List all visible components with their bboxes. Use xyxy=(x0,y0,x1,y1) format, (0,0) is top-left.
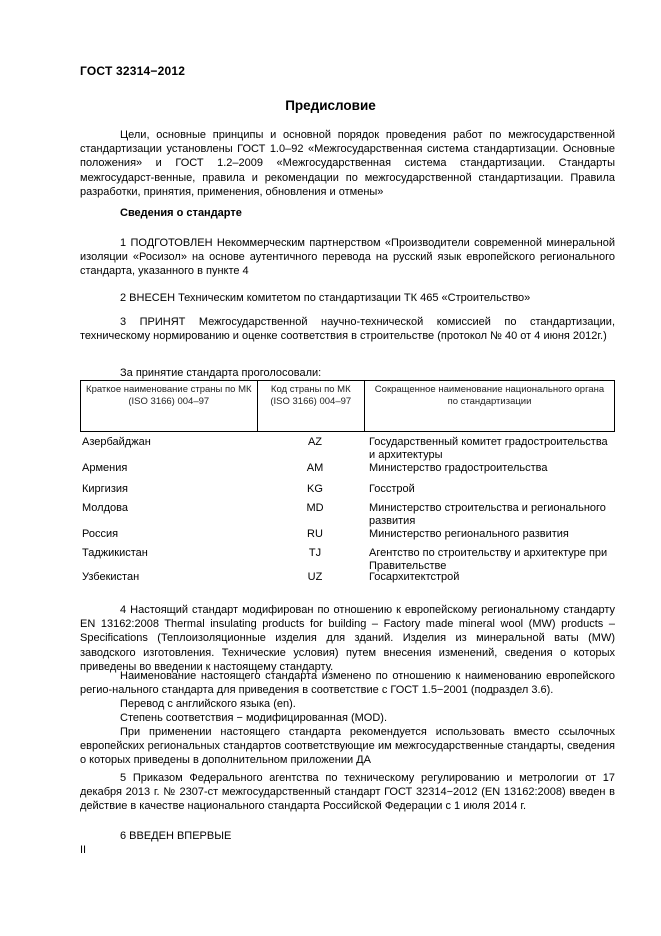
table-cell-body: Агентство по строительству и архитектуре при Правительстве xyxy=(369,547,608,572)
page-title: Предисловие xyxy=(285,98,376,113)
document-code: ГОСТ 32314−2012 xyxy=(80,64,186,78)
table-header-code: Код страны по МК (ISO 3166) 004–97 xyxy=(257,381,364,432)
item-4-paragraph: 4 Настоящий стандарт модифирован по отношению к европейскому региональному стандарту EN 13162:2008 Thermal insulating products for building – Factory made mineral wool (MW) products – Specifications (Теплоизоляционные изделия для зданий. Изделия из минеральной ваты (MW) заводского изготовления. Технические условия) путем внесения изменений, сведения о которых приведены во введении к настоящему стандарту. xyxy=(80,604,615,673)
table-cell-body: Министерство строительства и регионального развития xyxy=(369,502,606,527)
table-cell-code: UZ xyxy=(307,571,323,583)
item-1-paragraph: 1 ПОДГОТОВЛЕН Некоммерческим партнерством «Производители современной минеральной изоляции «Росизол» на основе аутентичного перевода на русский язык европейского регионального стандарта, указанного в пункте 4 xyxy=(80,237,615,278)
page-number: II xyxy=(80,844,87,856)
table-header-country: Краткое наименование страны по МК (ISO 3166) 004–97 xyxy=(81,381,258,432)
table-header-body: Сокращенное наименование национального органа по стандартизации xyxy=(364,381,614,432)
item-2-paragraph: 2 ВНЕСЕН Техническим комитетом по стандартизации ТК 465 «Строительство» xyxy=(120,292,531,304)
section-subheading: Сведения о стандарте xyxy=(120,207,242,219)
item-4-naming-note: Наименование настоящего стандарта изменено по отношению к наименованию европейского регио-нального стандарта для приведения в соответствие с ГОСТ 1.5−2001 (подраздел 3.6). xyxy=(80,670,615,697)
table-cell-body: Государственный комитет градостроительства и архитектуры xyxy=(369,436,608,461)
table-cell-country: Узбекистан xyxy=(82,571,140,583)
table-cell-country: Россия xyxy=(82,528,119,540)
vote-intro: За принятие стандарта проголосовали: xyxy=(120,367,322,379)
voting-table-body xyxy=(80,436,615,586)
item-4-translation-note: Перевод с английского языка (en). xyxy=(120,698,296,710)
item-5-paragraph: 5 Приказом Федерального агентства по техническому регулированию и метрологии от 17 декабря 2013 г. № 2307-ст межгосударственный стандарт ГОСТ 32314−2012 (EN 13162:2008) введен в действие в качестве национального стандарта Российской Федерации с 1 июля 2014 г. xyxy=(80,772,615,813)
table-cell-code: TJ xyxy=(308,547,322,559)
table-cell-body: Министерство регионального развития xyxy=(369,528,569,540)
table-cell-code: RU xyxy=(307,528,323,540)
table-cell-code: AM xyxy=(306,462,324,474)
table-cell-country: Молдова xyxy=(82,502,128,514)
table-cell-body: Госархитектстрой xyxy=(369,571,460,583)
item-6-paragraph: 6 ВВЕДЕН ВПЕРВЫЕ xyxy=(120,830,232,842)
table-cell-country: Азербайджан xyxy=(82,436,151,448)
table-cell-body: Министерство градостроительства xyxy=(369,462,548,474)
table-cell-country: Армения xyxy=(82,462,128,474)
item-4-references-note: При применении настоящего стандарта рекомендуется использовать вместо ссылочных европейских региональных стандартов соответствующие им межгосударственные стандарты, сведения о которых приведены в дополнительном приложении ДА xyxy=(80,726,615,767)
voting-table-header xyxy=(80,380,615,432)
table-cell-body: Госстрой xyxy=(369,483,415,495)
table-cell-code: KG xyxy=(307,483,323,495)
item-4-degree-note: Степень соответствия − модифицированная (MOD). xyxy=(120,712,388,724)
item-3-paragraph: 3 ПРИНЯТ Межгосударственной научно-технической комиссией по стандартизации, техническому нормированию и оценке соответствия в строительстве (протокол № 40 от 4 июня 2012г.) xyxy=(80,316,615,343)
table-cell-code: AZ xyxy=(307,436,323,448)
intro-paragraph: Цели, основные принципы и основной порядок проведения работ по межгосударственной стандартизации установлены ГОСТ 1.0–92 «Межгосударственная система стандартизации. Основные положения» и ГОСТ 1.2–2009 «Межгосударственная система стандартизации. Стандарты межгосударст-венные, правила и рекомендации по межгосударственной стандартизации. Правила разработки, принятия, применения, обновления и отмены» xyxy=(80,129,615,198)
table-cell-code: MD xyxy=(306,502,324,514)
table-cell-country: Киргизия xyxy=(82,483,128,495)
table-cell-country: Таджикистан xyxy=(82,547,148,559)
